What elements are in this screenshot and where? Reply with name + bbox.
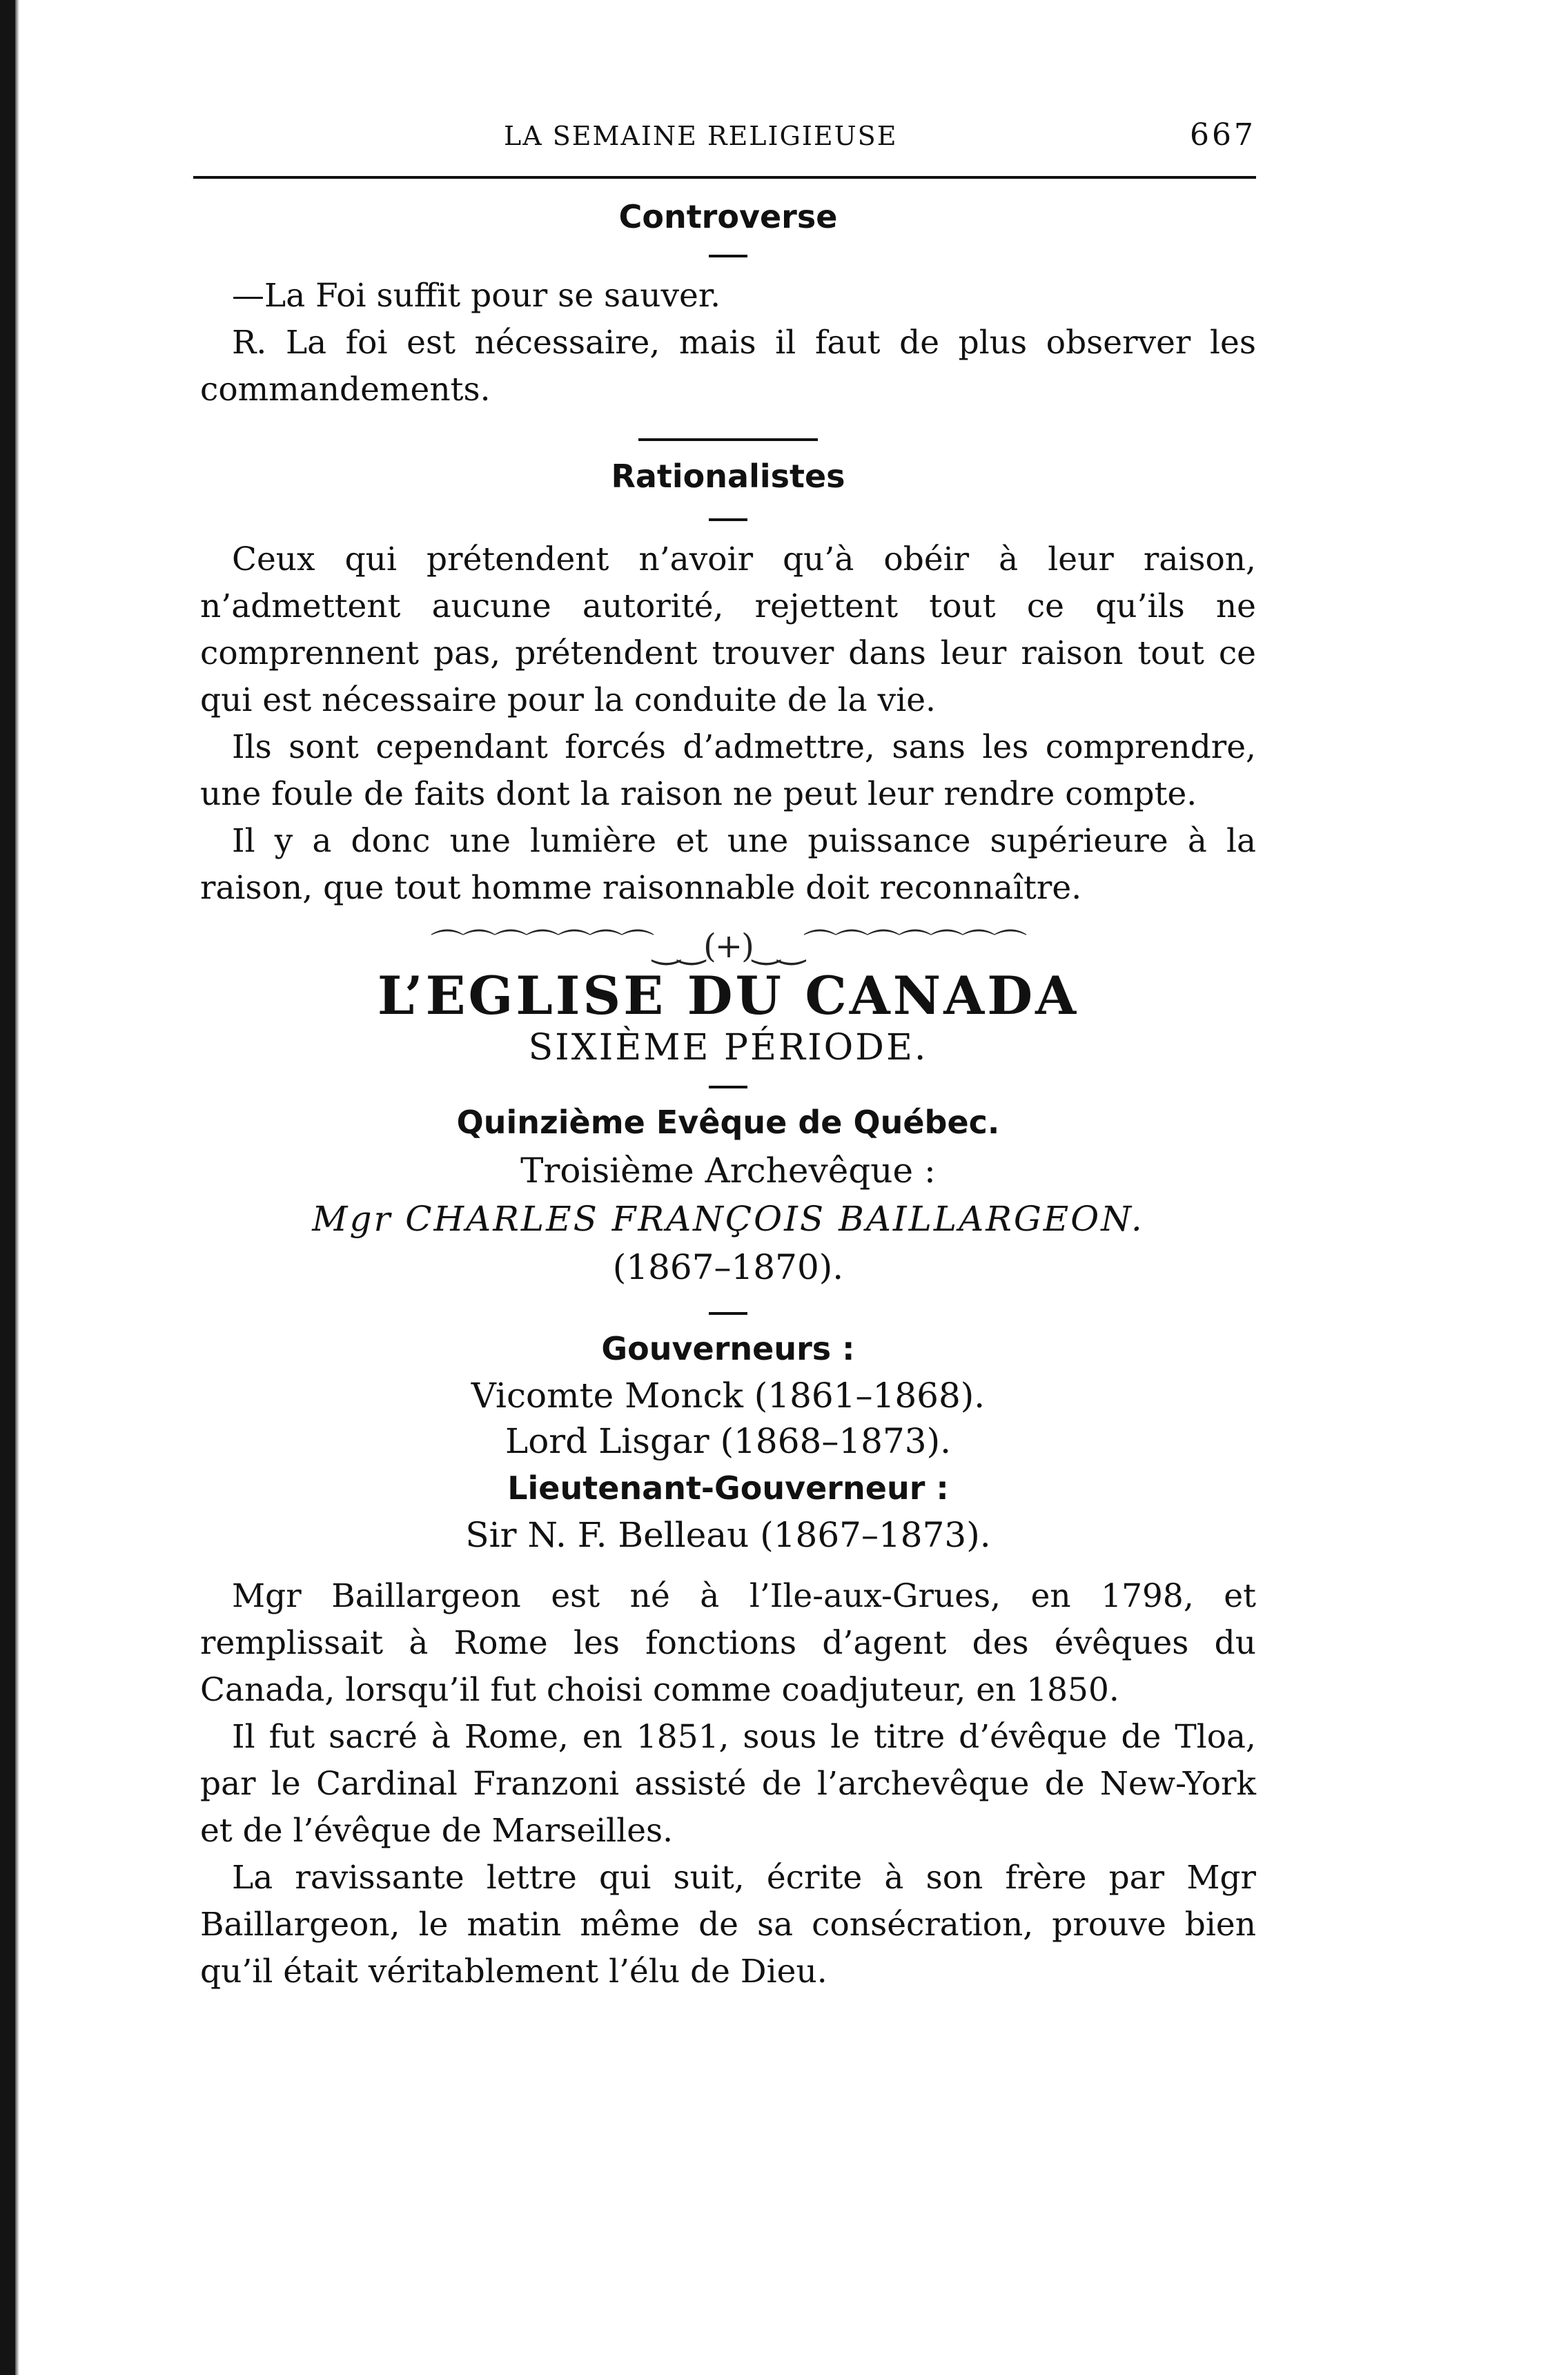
chapter-title: L’EGLISE DU CANADA [377, 965, 1079, 1026]
running-title: LA SEMAINE RELIGIEUSE [504, 121, 898, 151]
page-content [200, 117, 1256, 1995]
archbishop-years: (1867–1870). [612, 1247, 844, 1287]
governor-line: Vicomte Monck (1861–1868). [471, 1376, 986, 1416]
running-header [200, 117, 1256, 153]
section-title-controverse: Controverse [618, 198, 838, 235]
paragraph: Il y a donc une lumière et une puissance supérieure à la raison, que tout homme raisonnable doit reconnaître. [200, 822, 1256, 907]
paragraph: La ravissante lettre qui suit, écrite à son frère par Mgr Baillargeon, le matin même de sa consécration, prouve bien qu’il était véritablement l’élu de Dieu. [200, 1859, 1256, 1991]
page-number: 667 [1190, 117, 1256, 153]
archbishop-label: Troisième Archevêque : [520, 1151, 936, 1191]
governors-heading: Gouverneurs : [601, 1330, 855, 1367]
paragraph: —La Foi suffit pour se sauver. [232, 277, 721, 315]
paragraph: Ceux qui prétendent n’avoir qu’à obéir à leur raison, n’admettent aucune autorité, rejettent tout ce qu’ils ne comprennent pas, prétendent trouver dans leur raison tout ce qui est nécessaire pour la conduite de la vie. [200, 540, 1256, 719]
ornamental-divider: ⌒⌒⌒⌒⌒⌒⌒‿‿(+)‿‿⌒⌒⌒⌒⌒⌒⌒ [431, 927, 1026, 966]
paragraph: Il fut sacré à Rome, en 1851, sous le titre d’évêque de Tloa, par le Cardinal Franzoni assisté de l’archevêque de New-York et de l’évêque de Marseilles. [200, 1718, 1256, 1850]
book-spine-shadow [0, 0, 15, 2375]
governor-line: Lord Lisgar (1868–1873). [505, 1421, 951, 1461]
paragraph: R. La foi est nécessaire, mais il faut de plus observer les commandements. [200, 324, 1256, 409]
section-title-rationalistes: Rationalistes [611, 458, 845, 495]
lt-governor-heading: Lieutenant-Gouverneur : [507, 1469, 949, 1507]
archbishop-name: Mgr CHARLES FRANÇOIS BAILLARGEON. [312, 1199, 1144, 1239]
period-subtitle: SIXIÈME PÉRIODE. [528, 1027, 928, 1068]
paragraph: Ils sont cependant forcés d’admettre, sans les comprendre, une foule de faits dont la raison ne peut leur rendre compte. [200, 728, 1256, 813]
paragraph: Mgr Baillargeon est né à l’Ile-aux-Grues, en 1798, et remplissait à Rome les fonctions d’agent des évêques du Canada, lorsqu’il fut choisi comme coadjuteur, en 1850. [200, 1577, 1256, 1709]
lt-governor-line: Sir N. F. Belleau (1867–1873). [465, 1515, 991, 1555]
bishop-heading: Quinzième Evêque de Québec. [456, 1104, 1000, 1141]
